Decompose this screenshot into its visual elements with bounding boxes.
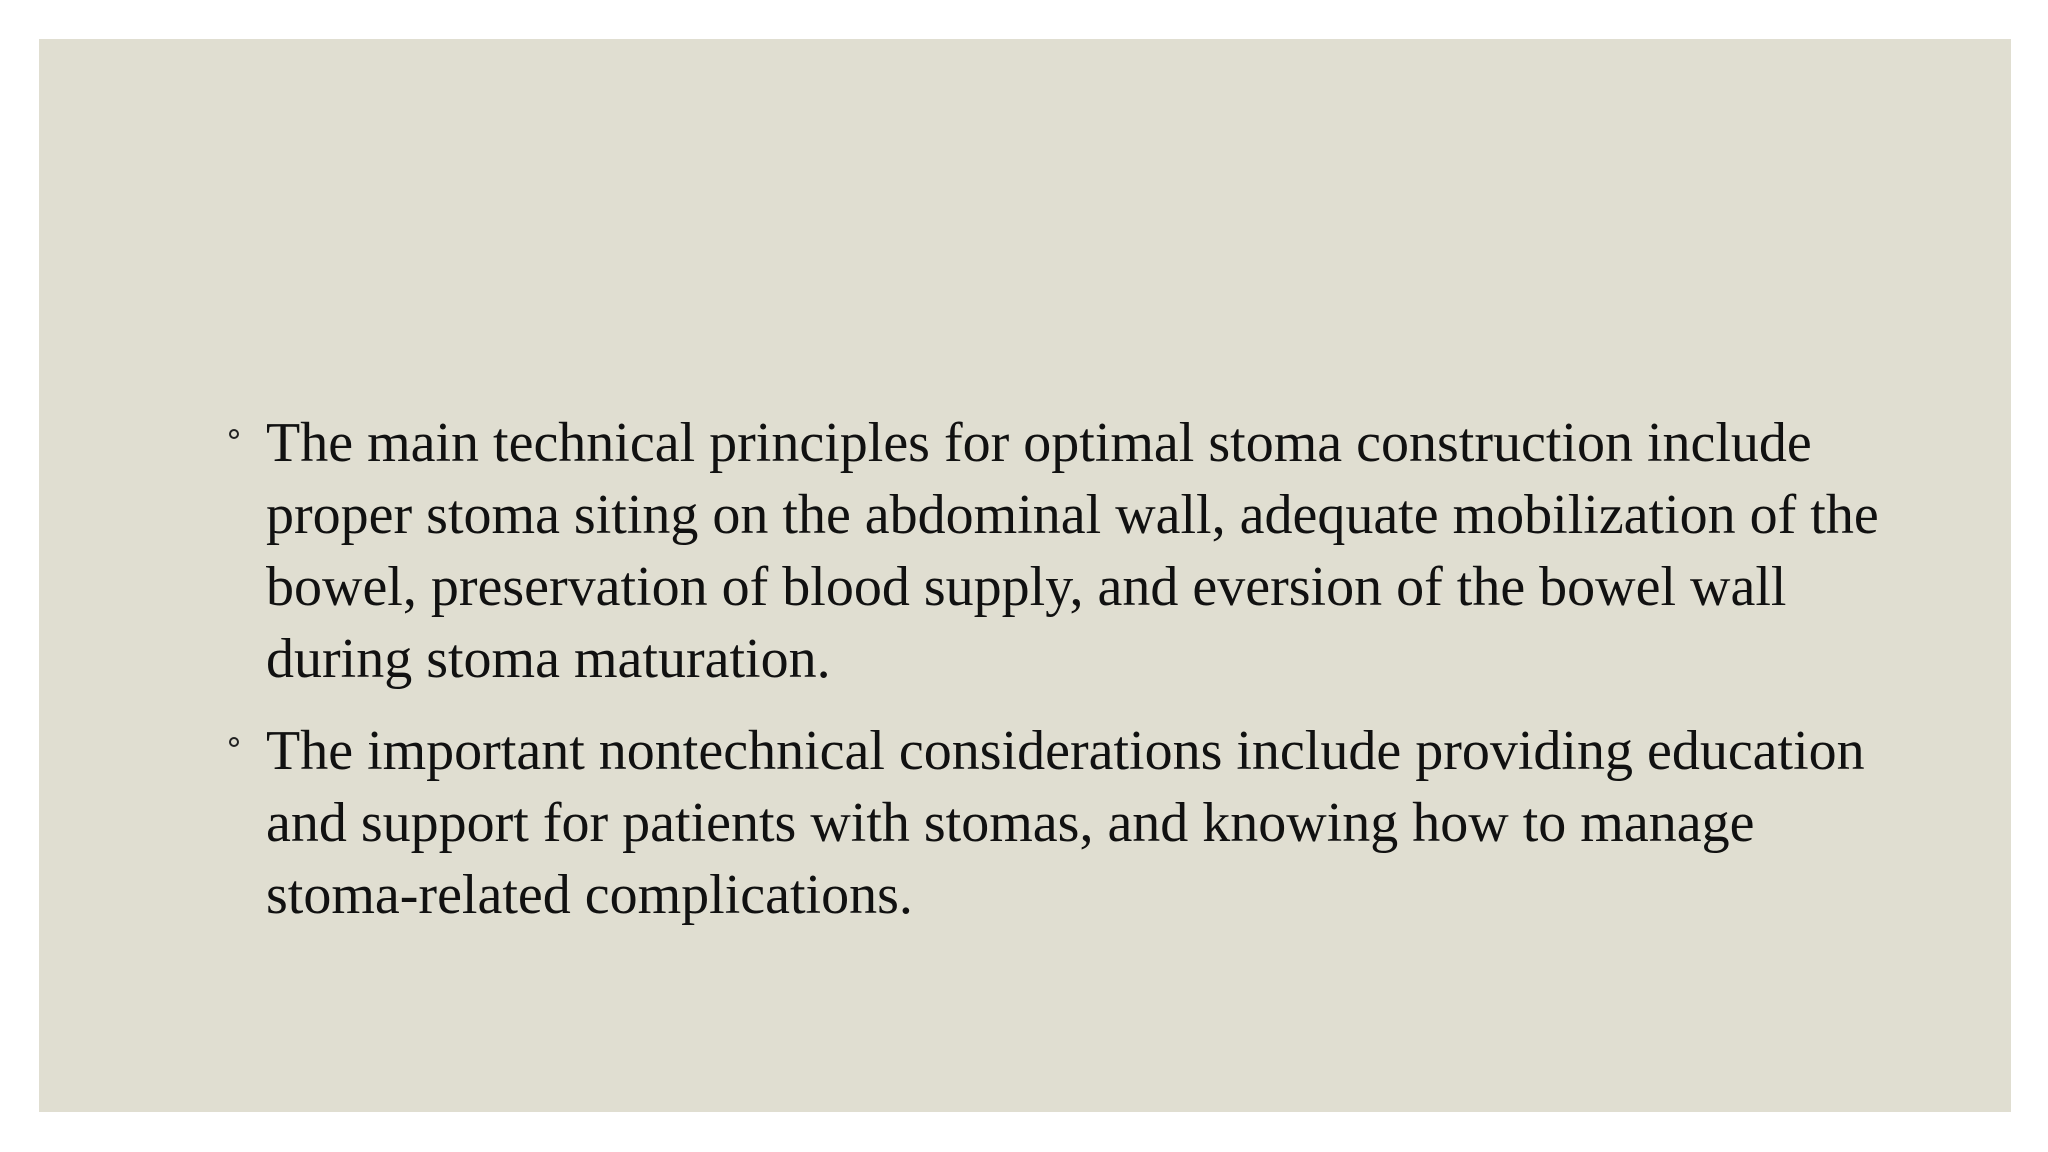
hollow-circle-bullet-icon <box>229 737 239 747</box>
bullet-text: The main technical principles for optimal stoma construction include proper stoma siting on the abdominal wall, adequate mobilization of the bowel, preservation of blood supply, and eversion of the bowel wall during stoma maturation. <box>266 412 1879 690</box>
bullet-item <box>229 407 1889 695</box>
bullet-text: The important nontechnical considerations include providing education and support for patients with stomas, and knowing how to manage stoma-related complications. <box>266 720 1865 926</box>
slide <box>39 39 2011 1112</box>
bullet-list <box>229 407 1889 951</box>
bullet-item <box>229 715 1889 931</box>
hollow-circle-bullet-icon <box>229 429 239 439</box>
